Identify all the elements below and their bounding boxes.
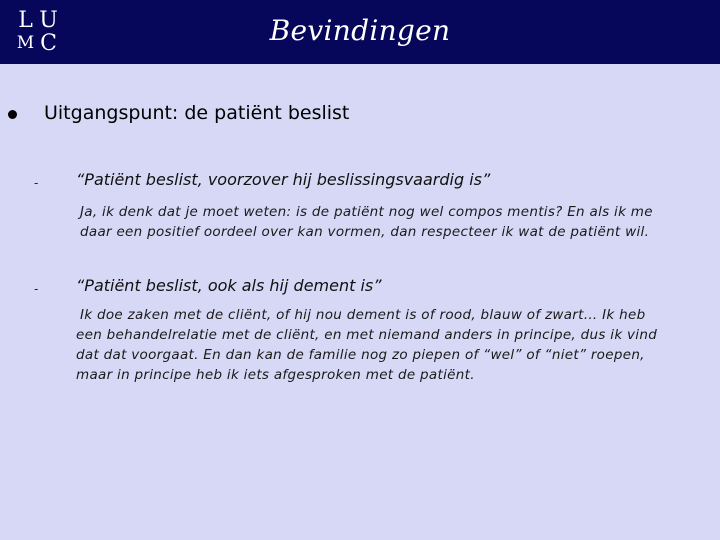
slide-title: Bevindingen bbox=[269, 14, 451, 47]
dash-marker-1: - bbox=[34, 176, 39, 190]
text-line: Ik doe zaken met de cliënt, of hij nou dement is of rood, blauw of zwart… Ik heb bbox=[80, 307, 646, 323]
bullet-icon bbox=[8, 110, 17, 119]
quote-2-explanation bbox=[76, 305, 657, 385]
main-heading: Uitgangspunt: de patiënt beslist bbox=[44, 102, 350, 124]
text-line: dat dat voorgaat. En dan kan de familie nog zo piepen of “wel” of “niet” roepen, bbox=[76, 347, 645, 363]
logo-letter-c: C bbox=[40, 31, 57, 56]
text-line: maar in principe heb ik iets afgesproken met de patiënt. bbox=[76, 367, 475, 383]
dash-marker-2: - bbox=[34, 282, 39, 296]
logo-letter-l: L bbox=[18, 8, 33, 33]
header-bar bbox=[0, 0, 720, 64]
text-line: een behandelrelatie met de cliënt, en met niemand anders in principe, dus ik vind bbox=[76, 327, 658, 343]
quote-1-explanation bbox=[80, 202, 653, 242]
text-line: Ja, ik denk dat je moet weten: is de patiënt nog wel compos mentis? En als ik me bbox=[80, 204, 653, 220]
logo-letter-u: U bbox=[39, 8, 58, 33]
logo-letter-m: M bbox=[16, 33, 35, 53]
quote-1: “Patiënt beslist, voorzover hij beslissingsvaardig is” bbox=[76, 170, 491, 189]
quote-2: “Patiënt beslist, ook als hij dement is” bbox=[76, 276, 382, 295]
text-line: daar een positief oordeel over kan vormen, dan respecteer ik wat de patiënt wil. bbox=[80, 224, 650, 240]
